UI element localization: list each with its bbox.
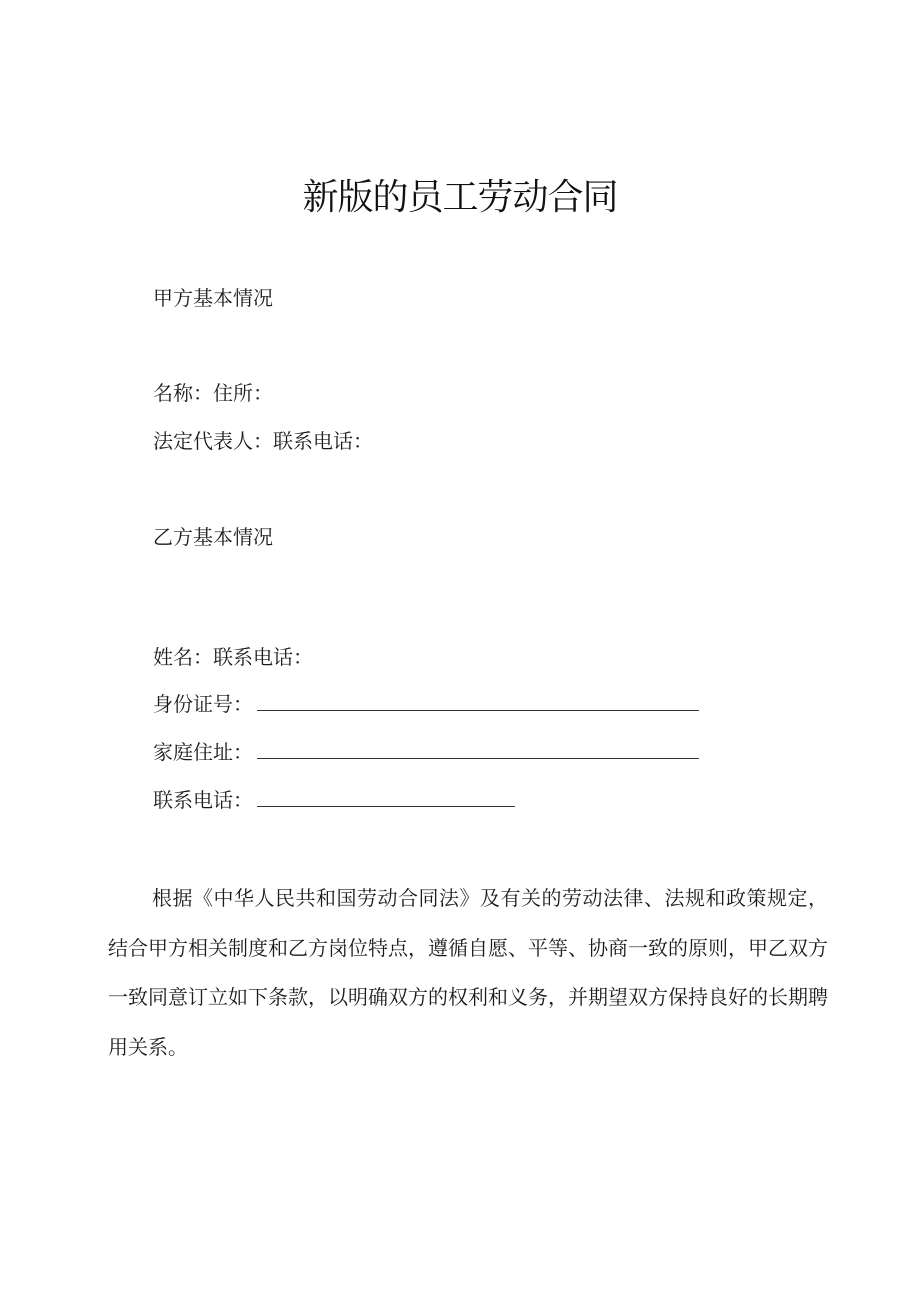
party-b-name-phone: 姓名：联系电话： — [153, 645, 313, 669]
phone-label: 联系电话： — [153, 788, 253, 812]
home-address-label: 家庭住址： — [153, 740, 253, 764]
id-number-blank — [257, 690, 699, 711]
id-number-label: 身份证号： — [153, 692, 253, 716]
party-b-id-row — [153, 690, 699, 718]
preamble-paragraph — [108, 874, 828, 1072]
party-a-representative-phone: 法定代表人：联系电话： — [153, 429, 373, 453]
party-b-address-row — [153, 738, 699, 766]
phone-blank — [257, 786, 515, 807]
party-b-phone-row — [153, 786, 515, 814]
party-a-heading: 甲方基本情况 — [153, 286, 273, 310]
preamble-text: 根据《中华人民共和国劳动合同法》及有关的劳动法律、法规和政策规定，结合甲方相关制度和乙方岗位特点，遵循自愿、平等、协商一致的原则，甲乙双方一致同意订立如下条款，以明确双方的权利和义务，并期望双方保持良好的长期聘用关系。 — [108, 886, 828, 1059]
home-address-blank — [257, 738, 699, 759]
document-title: 新版的员工劳动合同 — [302, 177, 618, 218]
party-a-name-address: 名称：住所： — [153, 381, 273, 405]
party-b-heading: 乙方基本情况 — [153, 525, 273, 549]
